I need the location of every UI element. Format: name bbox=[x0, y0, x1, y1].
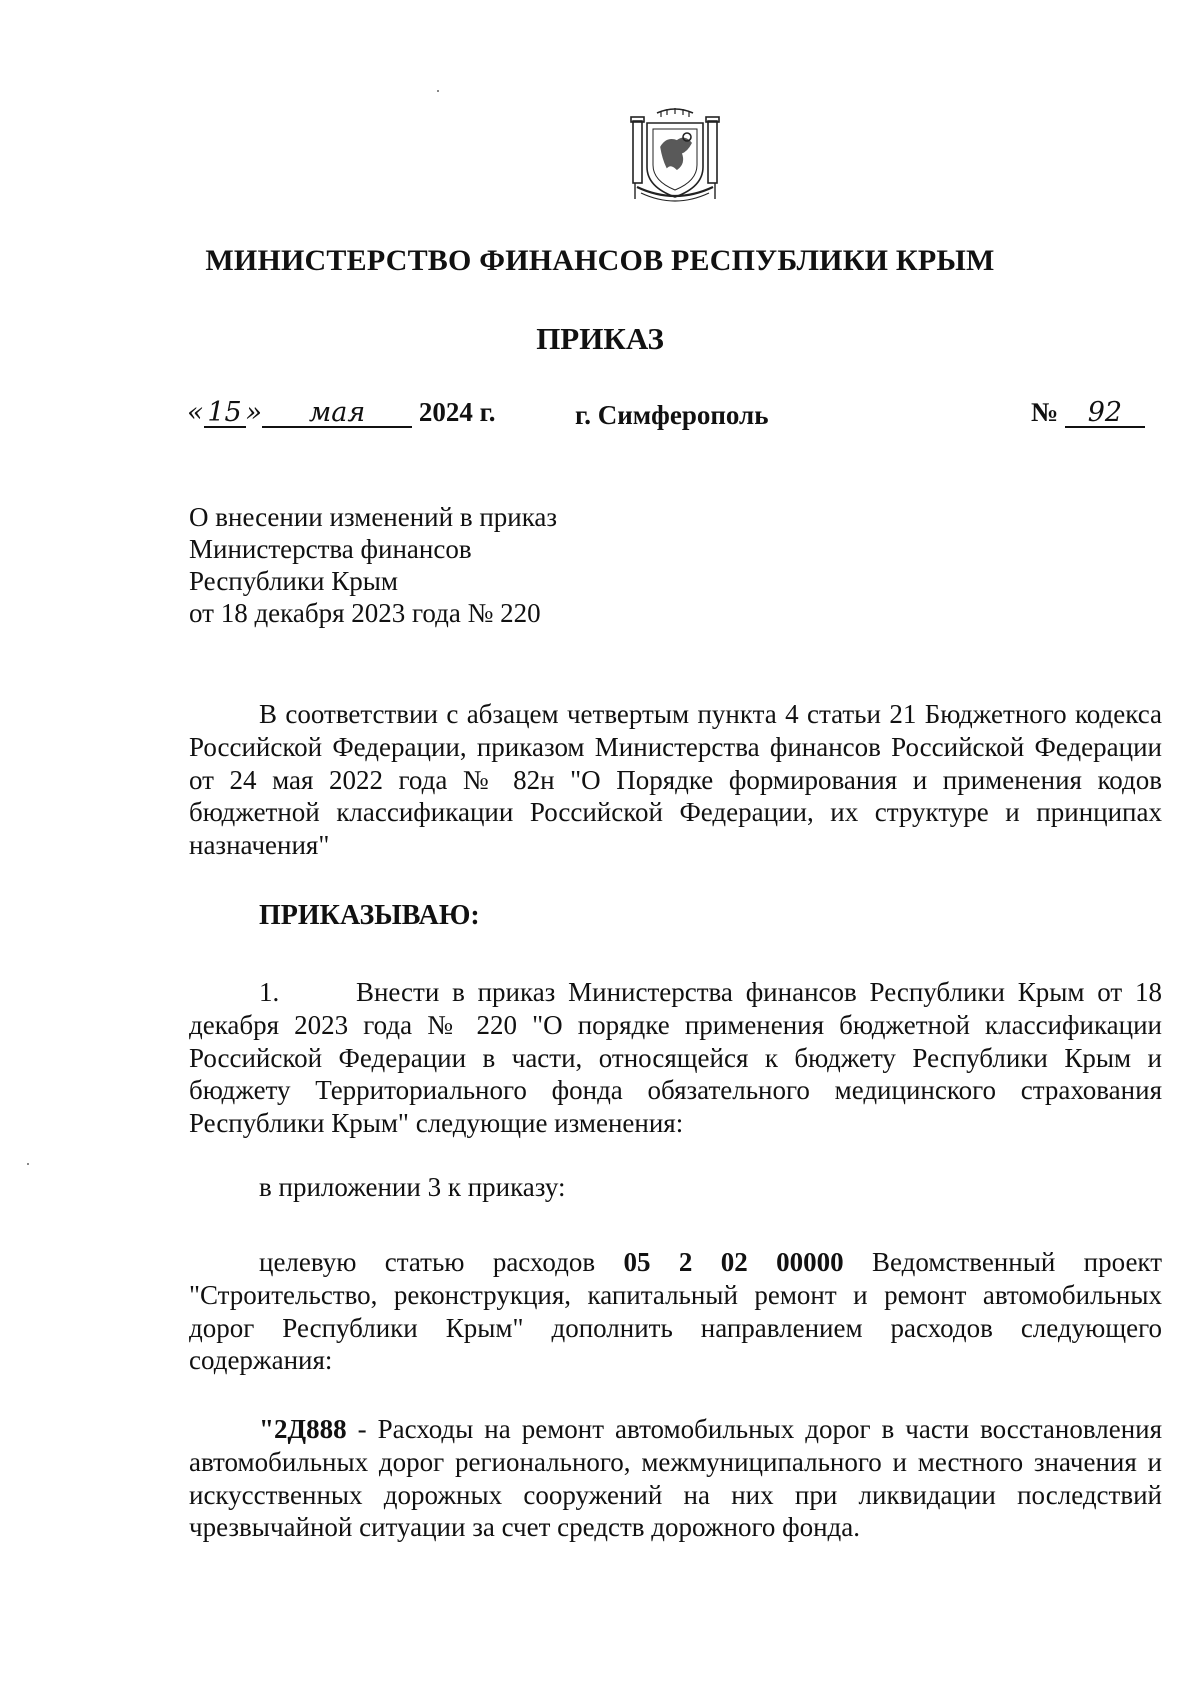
ministry-name: МИНИСТЕРСТВО ФИНАНСОВ РЕСПУБЛИКИ КРЫМ bbox=[205, 244, 995, 277]
date-month: мая bbox=[262, 399, 412, 428]
target-code: 05 2 02 00000 bbox=[623, 1247, 844, 1277]
item-1-number: 1. bbox=[259, 977, 280, 1007]
city: г. Симферополь bbox=[575, 400, 769, 430]
direction-text: - Расходы на ремонт автомобильных дорог в части восстановления автомобильных дорог регионального, межмуниципального и местного значения и искусственных дорожных сооружений на них при ликвидации последствий чрезвычайной ситуации за счет средств дорожного фонда. bbox=[189, 1414, 1163, 1543]
document-title: ПРИКАЗ bbox=[536, 321, 664, 356]
subject-line: от 18 декабря 2023 года № 220 bbox=[189, 598, 541, 628]
number-value: 92 bbox=[1065, 399, 1145, 428]
scan-artifact bbox=[27, 1163, 29, 1165]
target-suffix: Ведомственный проект "Строительство, реконструкция, капитальный ремонт и ремонт автомобильных дорог Республики Крым" дополнить направлением расходов следующего содержания: bbox=[189, 1247, 1162, 1376]
subject-line: Министерства финансов bbox=[189, 534, 472, 564]
date-year: 2024 г. bbox=[418, 397, 496, 427]
date-open-quote: « bbox=[187, 397, 204, 428]
direction-quote: " bbox=[259, 1414, 274, 1444]
order-number bbox=[1031, 397, 1145, 428]
item-1-paragraph bbox=[189, 976, 1162, 1140]
target-prefix: целевую статью расходов bbox=[259, 1247, 596, 1277]
scan-artifact bbox=[437, 90, 439, 92]
order-date bbox=[187, 397, 496, 428]
target-article-paragraph bbox=[189, 1246, 1162, 1377]
appendix-paragraph: в приложении 3 к приказу: bbox=[259, 1172, 566, 1202]
date-day: 15 bbox=[204, 399, 246, 428]
direction-code: 2Д888 bbox=[274, 1414, 347, 1444]
subject-line: О внесении изменений в приказ bbox=[189, 502, 558, 532]
crimea-coat-of-arms-icon bbox=[627, 107, 723, 211]
date-close-quote: » bbox=[245, 397, 263, 428]
order-subject bbox=[189, 501, 557, 629]
preamble-paragraph: В соответствии с абзацем четвертым пункта 4 статьи 21 Бюджетного кодекса Российской Федерации, приказом Министерства финансов Российской Федерации от 24 мая 2022 года № 82н "О Порядке формирования и применения кодов бюджетной классификации Российской Федерации, их структуре и принципах назначения" bbox=[189, 699, 1162, 861]
number-label: № bbox=[1031, 397, 1059, 427]
subject-line: Республики Крым bbox=[189, 566, 398, 596]
order-directive: ПРИКАЗЫВАЮ: bbox=[259, 900, 480, 931]
direction-paragraph bbox=[189, 1413, 1162, 1544]
item-1-text: Внести в приказ Министерства финансов Республики Крым от 18 декабря 2023 года № 220 "О порядке применения бюджетной классификации Российской Федерации в части, относящейся к бюджету Республики Крым и бюджету Территориального фонда обязательного медицинского страхования Республики Крым" следующие изменения: bbox=[189, 977, 1162, 1139]
